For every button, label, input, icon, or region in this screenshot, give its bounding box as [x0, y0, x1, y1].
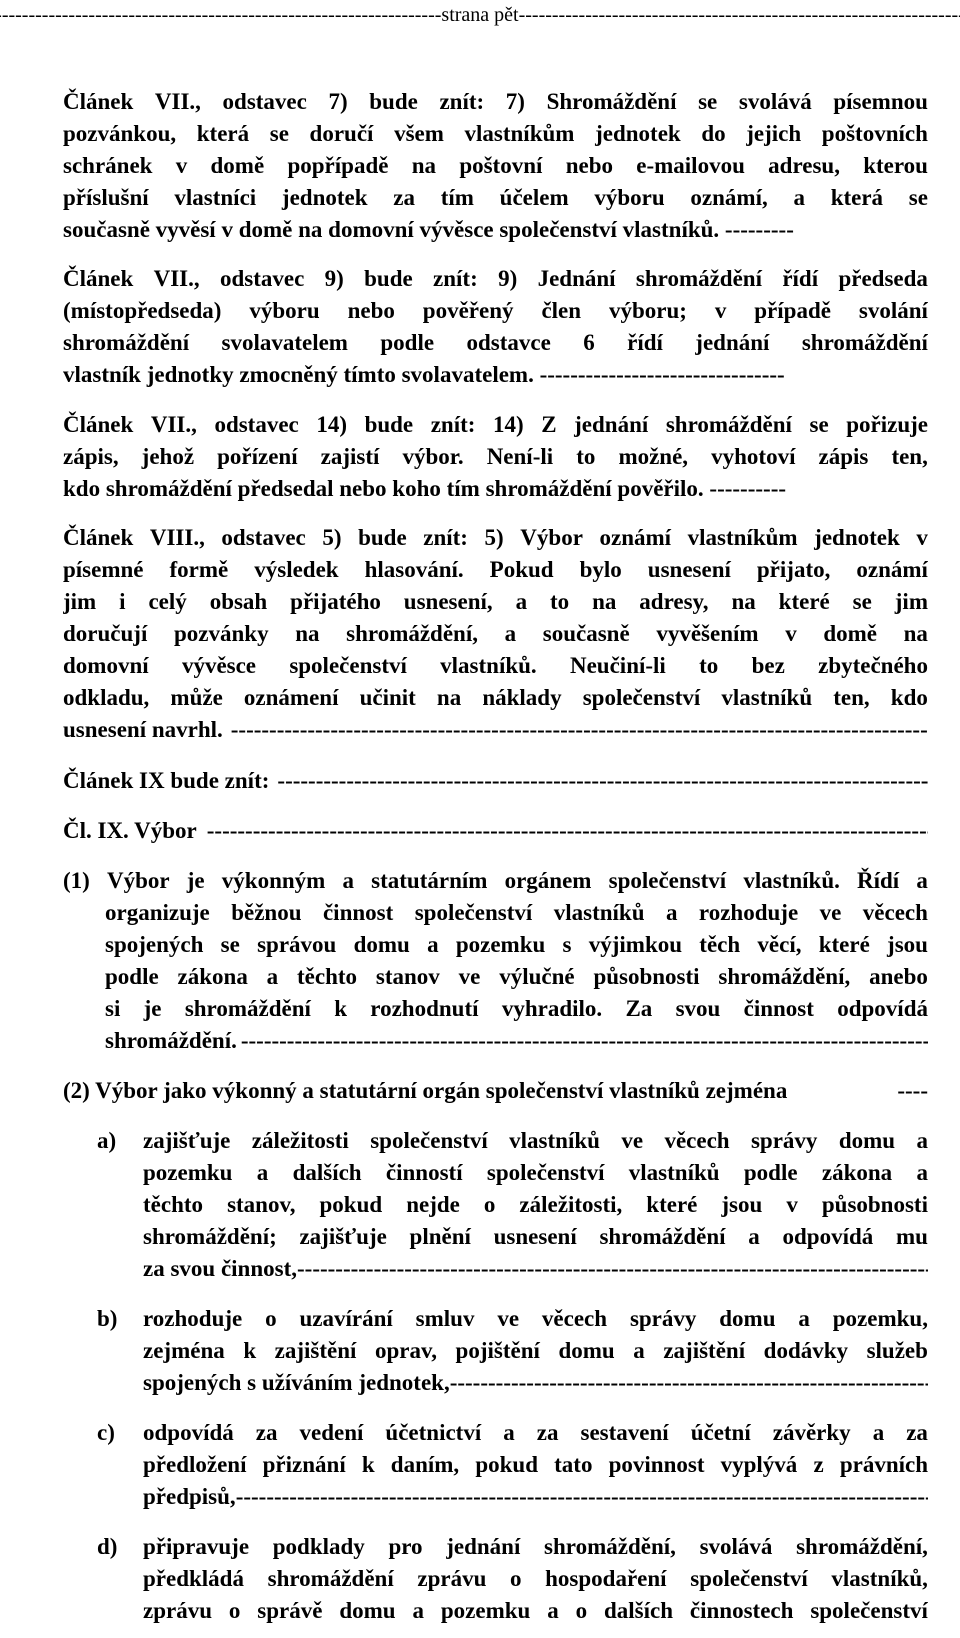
dash-filler: [231, 714, 928, 747]
dash-filler: [236, 1481, 928, 1514]
item1-line-1: (1) Výbor je výkonným a statutárním orgánem společenství vlastníků. Řídí a: [63, 868, 928, 893]
subitem-a-line-3: těchto stanov, pokud nejde o záležitosti, které jsou v působnosti: [143, 1192, 928, 1217]
dash-filler: [450, 1367, 928, 1400]
subitem-b-line-3: [143, 1367, 928, 1400]
para1-line-2: pozvánkou, která se doručí všem vlastníkům jednotek do jejich poštovních: [63, 121, 928, 146]
subitem-c-line-3-text: předpisů,: [143, 1484, 236, 1509]
subitem-c-label: c): [97, 1420, 115, 1445]
para4-line-6: odkladu, může oznámení učinit na náklady společenství vlastníků ten, kdo: [63, 685, 928, 710]
item1-line-3: spojených se správou domu a pozemku s výjimkou těch věcí, které jsou: [105, 932, 928, 957]
article-ix-title: [63, 815, 928, 848]
subitem-a-label: a): [97, 1128, 117, 1153]
item2-intro-text: (2) Výbor jako výkonný a statutární orgán společenství vlastníků zejména: [63, 1078, 788, 1103]
para3-line-3: kdo shromáždění předsedal nebo koho tím shromáždění pověřilo. ----------: [63, 476, 787, 501]
dash-filler: [207, 815, 928, 848]
para1-line-3: schránek v domě popřípadě na poštovní nebo e-mailovou adresu, kterou: [63, 153, 928, 178]
subitem-d-line-2: předkládá shromáždění zprávu o hospodaření společenství vlastníků,: [143, 1566, 928, 1591]
dash-filler: [241, 1025, 928, 1058]
subitem-b-label: b): [97, 1306, 118, 1331]
item2-intro-dashes: ----: [897, 1078, 928, 1103]
subitem-a-line-2: pozemku a dalších činností společenství vlastníků podle zákona a: [143, 1160, 928, 1185]
para4-line-4: doručují pozvánky na shromáždění, a současně vyvěšením v domě na: [63, 621, 928, 646]
subitem-a-line-1: zajišťuje záležitosti společenství vlastníků ve věcech správy domu a: [143, 1128, 928, 1153]
subitem-a-line-5: [143, 1253, 928, 1286]
para2-line-2: (místopředseda) výboru nebo pověřený člen výboru; v případě svolání: [63, 298, 928, 323]
para4-line-7: [63, 714, 928, 747]
para3-line-2: zápis, jehož pořízení zajistí výbor. Není-li to možné, vyhotoví zápis ten,: [63, 444, 928, 469]
header-dash-right: [519, 0, 960, 32]
article-ix-heading-text: Článek IX bude znít:: [63, 768, 270, 793]
subitem-b-line-2: zejména k zajištění oprav, pojištění domu a zajištění dodávky služeb: [143, 1338, 928, 1363]
para4-line-7-text: usnesení navrhl.: [63, 717, 223, 742]
para3-line-1: Článek VII., odstavec 14) bude znít: 14) Z jednání shromáždění se pořizuje: [63, 412, 928, 437]
item1-line-2: organizuje běžnou činnost společenství vlastníků a rozhoduje ve věcech: [105, 900, 928, 925]
dash-filler: [277, 765, 928, 798]
para4-line-1: Článek VIII., odstavec 5) bude znít: 5) Výbor oznámí vlastníkům jednotek v: [63, 525, 928, 550]
subitem-a-line-4: shromáždění; zajišťuje plnění usnesení shromáždění a odpovídá mu: [143, 1224, 928, 1249]
para4-line-5: domovní vývěsce společenství vlastníků. Neučiní-li to bez zbytečného: [63, 653, 928, 678]
para4-line-3: jim i celý obsah přijatého usnesení, a to na adresy, na které se jim: [63, 589, 928, 614]
subitem-c-line-1: odpovídá za vedení účetnictví a za sestavení účetní závěrky a za: [143, 1420, 928, 1445]
header-dash-left: [0, 0, 441, 32]
para2-line-1: Článek VII., odstavec 9) bude znít: 9) Jednání shromáždění řídí předseda: [63, 266, 928, 291]
item1-line-5: si je shromáždění k rozhodnutí vyhradilo. Za svou činnost odpovídá: [105, 996, 928, 1021]
para2-line-4: vlastník jednotky zmocněný tímto svolavatelem. --------------------------------: [63, 362, 785, 387]
subitem-c-line-3: [143, 1481, 928, 1514]
dash-filler: [297, 1253, 928, 1286]
subitem-b-line-3-text: spojených s užíváním jednotek,: [143, 1370, 450, 1395]
subitem-d-line-1: připravuje podklady pro jednání shromáždění, svolává shromáždění,: [143, 1534, 928, 1559]
subitem-d-line-3: zprávu o správě domu a pozemku a o dalších činnostech společenství: [143, 1598, 928, 1623]
item2-intro: [63, 1075, 928, 1108]
article-ix-heading: [63, 765, 928, 798]
para4-line-2: písemné formě výsledek hlasování. Pokud bylo usnesení přijato, oznámí: [63, 557, 928, 582]
subitem-a-line-5-text: za svou činnost,: [143, 1256, 297, 1281]
page-header: [0, 0, 960, 32]
para2-line-3: shromáždění svolavatelem podle odstavce 6 řídí jednání shromáždění: [63, 330, 928, 355]
item1-line-4: podle zákona a těchto stanov ve výlučné působnosti shromáždění, anebo: [105, 964, 928, 989]
subitem-c-line-2: předložení přiznání k daním, pokud tato povinnost vyplývá z právních: [143, 1452, 928, 1477]
article-ix-title-text: Čl. IX. Výbor: [63, 818, 197, 843]
para1-line-1: Článek VII., odstavec 7) bude znít: 7) Shromáždění se svolává písemnou: [63, 89, 928, 114]
page-number-label: strana pět: [441, 4, 519, 26]
para1-line-5: současně vyvěsí v domě na domovní vývěsce společenství vlastníků. ---------: [63, 217, 794, 242]
subitem-d-label: d): [97, 1534, 118, 1559]
subitem-b-line-1: rozhoduje o uzavírání smluv ve věcech správy domu a pozemku,: [143, 1306, 928, 1331]
item1-line-6-text: shromáždění.: [105, 1028, 237, 1053]
item1-line-6: [105, 1025, 928, 1058]
para1-line-4: příslušní vlastníci jednotek za tím účelem výboru oznámí, a která se: [63, 185, 928, 210]
